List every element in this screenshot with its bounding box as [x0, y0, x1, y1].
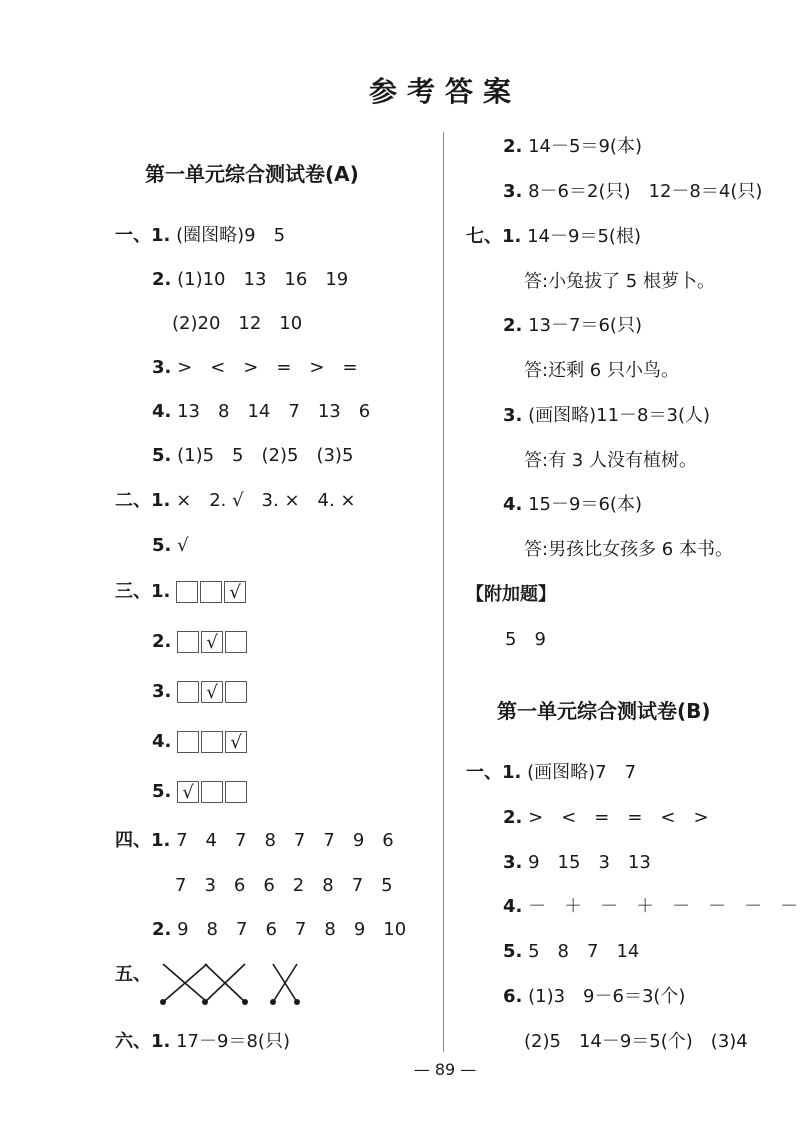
- answer-line: 六、1. 17－9＝8(只): [115, 1031, 290, 1052]
- answer-line: 答:还剩 6 只小鸟。: [524, 360, 679, 381]
- answer-line: 二、1. × 2. √ 3. × 4. ×: [115, 490, 356, 511]
- box-answer-row: 4. √: [152, 730, 249, 754]
- answer-line: 3. (画图略)11－8＝3(人): [503, 405, 711, 426]
- answer-line: 答:有 3 人没有植树。: [524, 450, 697, 471]
- page-title: 参考答案: [368, 75, 521, 108]
- answer-line: 3. > < > = > =: [152, 357, 358, 378]
- page-number: — 89 —: [413, 1060, 477, 1079]
- answer-line: 5. 5 8 7 14: [503, 941, 640, 962]
- box-answer-row: 3. √: [152, 680, 249, 704]
- answer-line: 4. 13 8 14 7 13 6: [152, 401, 371, 422]
- column-divider: [443, 132, 444, 1052]
- answer-line: 一、1. (画图略)7 7: [466, 762, 637, 783]
- answer-line: 答:男孩比女孩多 6 本书。: [524, 539, 733, 560]
- box-answer-row: 三、1. √: [115, 580, 248, 604]
- bonus-answer: 5 9: [505, 629, 546, 650]
- answer-line: 2. 13－7＝6(只): [503, 315, 642, 336]
- answer-line: 2. 9 8 7 6 7 8 9 10: [152, 919, 407, 940]
- answer-line: 答:小兔拔了 5 根萝卜。: [524, 271, 715, 292]
- answer-line: 3. 8－6＝2(只) 12－8＝4(只): [503, 181, 763, 202]
- bonus-heading: 【附加题】: [466, 584, 556, 605]
- answer-line: (2)20 12 10: [172, 313, 303, 334]
- answer-line: 五、: [115, 964, 151, 985]
- answer-line: 5. (1)5 5 (2)5 (3)5: [152, 445, 354, 466]
- answer-line: 3. 9 15 3 13: [503, 852, 651, 873]
- section-b-title: 第一单元综合测试卷(B): [497, 699, 711, 723]
- answer-line: 七、1. 14－9＝5(根): [466, 226, 641, 247]
- answer-line: 一、1. (圈图略)9 5: [115, 225, 286, 246]
- answer-line: 5. √: [152, 535, 189, 556]
- answer-line: 7 3 6 6 2 8 7 5: [175, 875, 393, 896]
- box-answer-row: 5. √: [152, 780, 249, 804]
- answer-line: 四、1. 7 4 7 8 7 7 9 6: [115, 830, 394, 851]
- answer-line: 4. 15－9＝6(本): [503, 494, 642, 515]
- section-a-title: 第一单元综合测试卷(A): [145, 162, 359, 186]
- matching-lines-diagram: [155, 958, 315, 1008]
- answer-line: 4. － ＋ － ＋ － － － －: [503, 896, 799, 917]
- answer-line: 2. (1)10 13 16 19: [152, 269, 349, 290]
- answer-line: 2. 14－5＝9(本): [503, 136, 642, 157]
- box-answer-row: 2. √: [152, 630, 249, 654]
- answer-line: 6. (1)3 9－6＝3(个): [503, 986, 686, 1007]
- answer-line: (2)5 14－9＝5(个) (3)4: [524, 1031, 748, 1052]
- answer-line: 2. > < = = < >: [503, 807, 709, 828]
